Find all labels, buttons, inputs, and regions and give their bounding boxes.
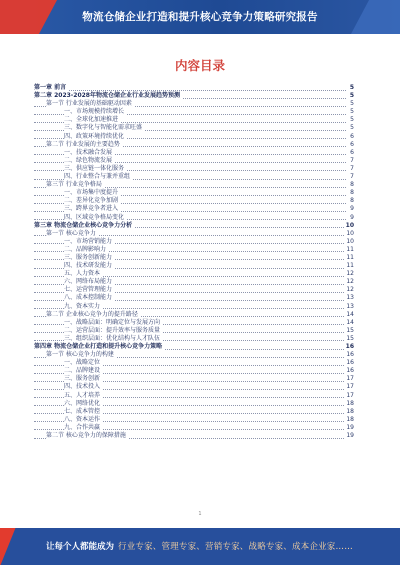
toc-entry[interactable] [34, 416, 354, 424]
toc-entry-page: 7 [350, 173, 354, 181]
toc-entry-page: 6 [350, 140, 354, 148]
toc-entry-text: 第一章 前言 [34, 84, 67, 91]
toc-entry-text: 一、战略定位 [64, 359, 101, 367]
toc-entry[interactable] [34, 400, 354, 408]
toc-entry[interactable] [34, 157, 354, 165]
toc-entry-text: 三、跨界竞争者进入 [64, 205, 119, 213]
toc-entry-page: 6 [350, 132, 354, 140]
toc-entry[interactable] [34, 149, 354, 157]
toc-leader-dots [34, 90, 346, 91]
toc-entry-text: 第二节 核心竞争力的保障措施 [46, 432, 126, 440]
toc-entry[interactable] [34, 262, 354, 270]
toc-entry-page: 18 [346, 415, 354, 423]
toc-entry-text: 第二节 行业发展的主要趋势 [46, 140, 120, 148]
toc-entry-page: 16 [346, 359, 354, 367]
toc-entry-page: 10 [346, 229, 354, 237]
toc-entry[interactable] [34, 351, 354, 359]
toc-entry-page: 10 [345, 221, 354, 229]
toc-entry-text: 八、资本运作 [64, 415, 101, 423]
toc-entry[interactable] [34, 303, 354, 311]
toc-entry-page: 12 [346, 286, 354, 294]
toc-entry-page: 13 [346, 302, 354, 310]
toc-entry-text: 七、成本管控 [64, 407, 101, 415]
toc-entry-text: 一、技术融合发展 [64, 148, 113, 156]
toc-entry-text: 五、人才培养 [64, 391, 101, 399]
toc-entry[interactable] [34, 319, 354, 327]
report-title: 物流仓储企业打造和提升核心竞争力策略研究报告 [82, 11, 318, 23]
toc-entry[interactable] [34, 424, 354, 432]
toc-entry-text: 二、运营层面：提升效率与服务质量 [64, 326, 161, 334]
toc-entry[interactable] [34, 205, 354, 213]
toc-entry-text: 二、绿色物流发展 [64, 156, 113, 164]
toc-entry-page: 15 [346, 334, 354, 342]
toc-entry[interactable] [34, 327, 354, 335]
toc-entry-text: 二、差异化竞争加剧 [64, 197, 119, 205]
toc-entry-text: 第四章 物流仓储企业打造和提升核心竞争力策略 [34, 343, 163, 350]
footer-slogan: 让每个人都能成为 [46, 542, 115, 552]
toc-entry-text: 第一节 核心竞争力的构建 [46, 351, 114, 359]
toc-entry[interactable] [34, 311, 354, 319]
toc-entry-text: 一、战略层面：明确定位与发展方向 [64, 318, 161, 326]
toc-entry-text: 第三章 物流仓储企业核心竞争力分析 [34, 221, 133, 229]
toc-entry-text: 三、供应链一体化服务 [64, 164, 125, 172]
toc-entry-text: 七、运营管理能力 [64, 286, 113, 294]
toc-entry[interactable] [34, 133, 354, 141]
footer-banner [0, 528, 400, 565]
toc-entry-page: 11 [346, 253, 354, 261]
toc-entry-page: 5 [349, 84, 354, 91]
toc-entry-text: 四、政策环境持续优化 [64, 132, 125, 140]
toc-entry-page: 17 [346, 375, 354, 383]
toc-entry-text: 五、人力资本 [64, 270, 101, 278]
toc-entry-page: 8 [350, 197, 354, 205]
toc-entry-page: 16 [346, 367, 354, 375]
toc-entry-page: 17 [346, 391, 354, 399]
toc-entry[interactable] [34, 141, 354, 149]
toc-entry-page: 5 [350, 116, 354, 124]
toc-entry[interactable] [34, 230, 354, 238]
toc-entry-page: 18 [346, 399, 354, 407]
toc-entry[interactable] [34, 124, 354, 132]
toc-entry-text: 一、市场营销能力 [64, 237, 113, 245]
toc-entry-page: 14 [346, 310, 354, 318]
toc-entry-page: 5 [350, 124, 354, 132]
toc-entry-text: 第一节 行业发展的基础驱动因素 [46, 100, 132, 108]
toc-entry-page: 12 [346, 278, 354, 286]
toc-entry-text: 第二节 企业核心竞争力的提升路径 [46, 310, 138, 318]
toc-entry-text: 第一节 核心竞争力 [46, 229, 96, 237]
toc-entry[interactable] [34, 246, 354, 254]
toc-entry-text: 第三节 行业竞争格局 [46, 181, 102, 189]
toc-entry-text: 二、品牌影响力 [64, 245, 107, 253]
toc-entry[interactable] [34, 343, 354, 351]
footer-red-accent [0, 528, 15, 565]
toc-entry-page: 7 [350, 156, 354, 164]
toc-entry-text: 四、区域竞争格局变化 [64, 213, 125, 221]
toc-entry[interactable] [34, 238, 354, 246]
toc-entry[interactable] [34, 408, 354, 416]
toc-entry-text: 三、数字化与智能化需求旺盛 [64, 124, 143, 132]
toc-entry-text: 二、品牌建设 [64, 367, 101, 375]
toc-entry-page: 8 [350, 181, 354, 189]
toc-entry-text: 二、全球化加速推进 [64, 116, 119, 124]
toc-entry-text: 六、网络优化 [64, 399, 101, 407]
toc-entry-text: 八、成本控制能力 [64, 294, 113, 302]
table-of-contents [34, 84, 354, 440]
toc-entry-text: 三、服务创新 [64, 375, 101, 383]
toc-entry-text: 九、资本实力 [64, 302, 101, 310]
toc-entry-page: 9 [350, 213, 354, 221]
toc-entry-page: 5 [349, 92, 354, 100]
toc-entry[interactable] [34, 84, 354, 92]
toc-entry-page: 14 [346, 318, 354, 326]
toc-entry-text: 一、市场规模持续增长 [64, 108, 125, 116]
toc-entry[interactable] [34, 432, 354, 440]
toc-entry[interactable] [34, 294, 354, 302]
toc-entry-page: 5 [350, 108, 354, 116]
toc-entry-page: 16 [345, 343, 354, 350]
toc-entry-page: 9 [350, 205, 354, 213]
toc-entry[interactable] [34, 254, 354, 262]
toc-entry-page: 19 [346, 432, 354, 440]
toc-entry-page: 6 [350, 148, 354, 156]
toc-entry-text: 六、网络布局能力 [64, 278, 113, 286]
toc-entry-page: 10 [346, 237, 354, 245]
toc-entry-text: 四、技术投入 [64, 383, 101, 391]
toc-entry-text: 三、组织层面：优化结构与人才队伍 [64, 334, 161, 342]
toc-entry-page: 7 [350, 164, 354, 172]
toc-entry-text: 四、技术研发能力 [64, 262, 113, 270]
toc-entry-page: 8 [350, 189, 354, 197]
footer-tags: 行业专家、管理专家、营销专家、战略专家、成本企业家…… [118, 542, 353, 552]
toc-entry[interactable] [34, 181, 354, 189]
toc-entry-text: 第二章 2023-2028年物流仓储企业行业发展趋势预测 [34, 92, 180, 100]
toc-entry-page: 13 [346, 294, 354, 302]
toc-entry[interactable] [34, 222, 354, 230]
toc-heading: 内容目录 [174, 58, 225, 73]
header-banner [0, 0, 400, 34]
toc-entry-page: 19 [346, 423, 354, 431]
toc-entry-page: 16 [346, 351, 354, 359]
toc-entry-page: 5 [350, 100, 354, 108]
toc-entry-text: 九、合作共赢 [64, 423, 101, 431]
toc-entry[interactable] [34, 165, 354, 173]
toc-entry-text: 四、行业整合与兼并重组 [64, 173, 131, 181]
toc-entry-text: 一、市场集中度提升 [64, 189, 119, 197]
toc-entry-page: 11 [346, 245, 354, 253]
toc-entry-page: 11 [346, 262, 354, 270]
toc-entry[interactable] [34, 392, 354, 400]
toc-entry-page: 17 [346, 383, 354, 391]
toc-entry-page: 15 [346, 326, 354, 334]
toc-entry[interactable] [34, 383, 354, 391]
toc-entry-page: 18 [346, 407, 354, 415]
toc-entry-text: 三、服务创新能力 [64, 253, 113, 261]
toc-entry[interactable] [34, 92, 354, 100]
page-number: 1 [198, 511, 202, 517]
toc-entry[interactable] [34, 214, 354, 222]
toc-entry-page: 12 [346, 270, 354, 278]
toc-entry[interactable] [34, 335, 354, 343]
toc-entry[interactable] [34, 173, 354, 181]
